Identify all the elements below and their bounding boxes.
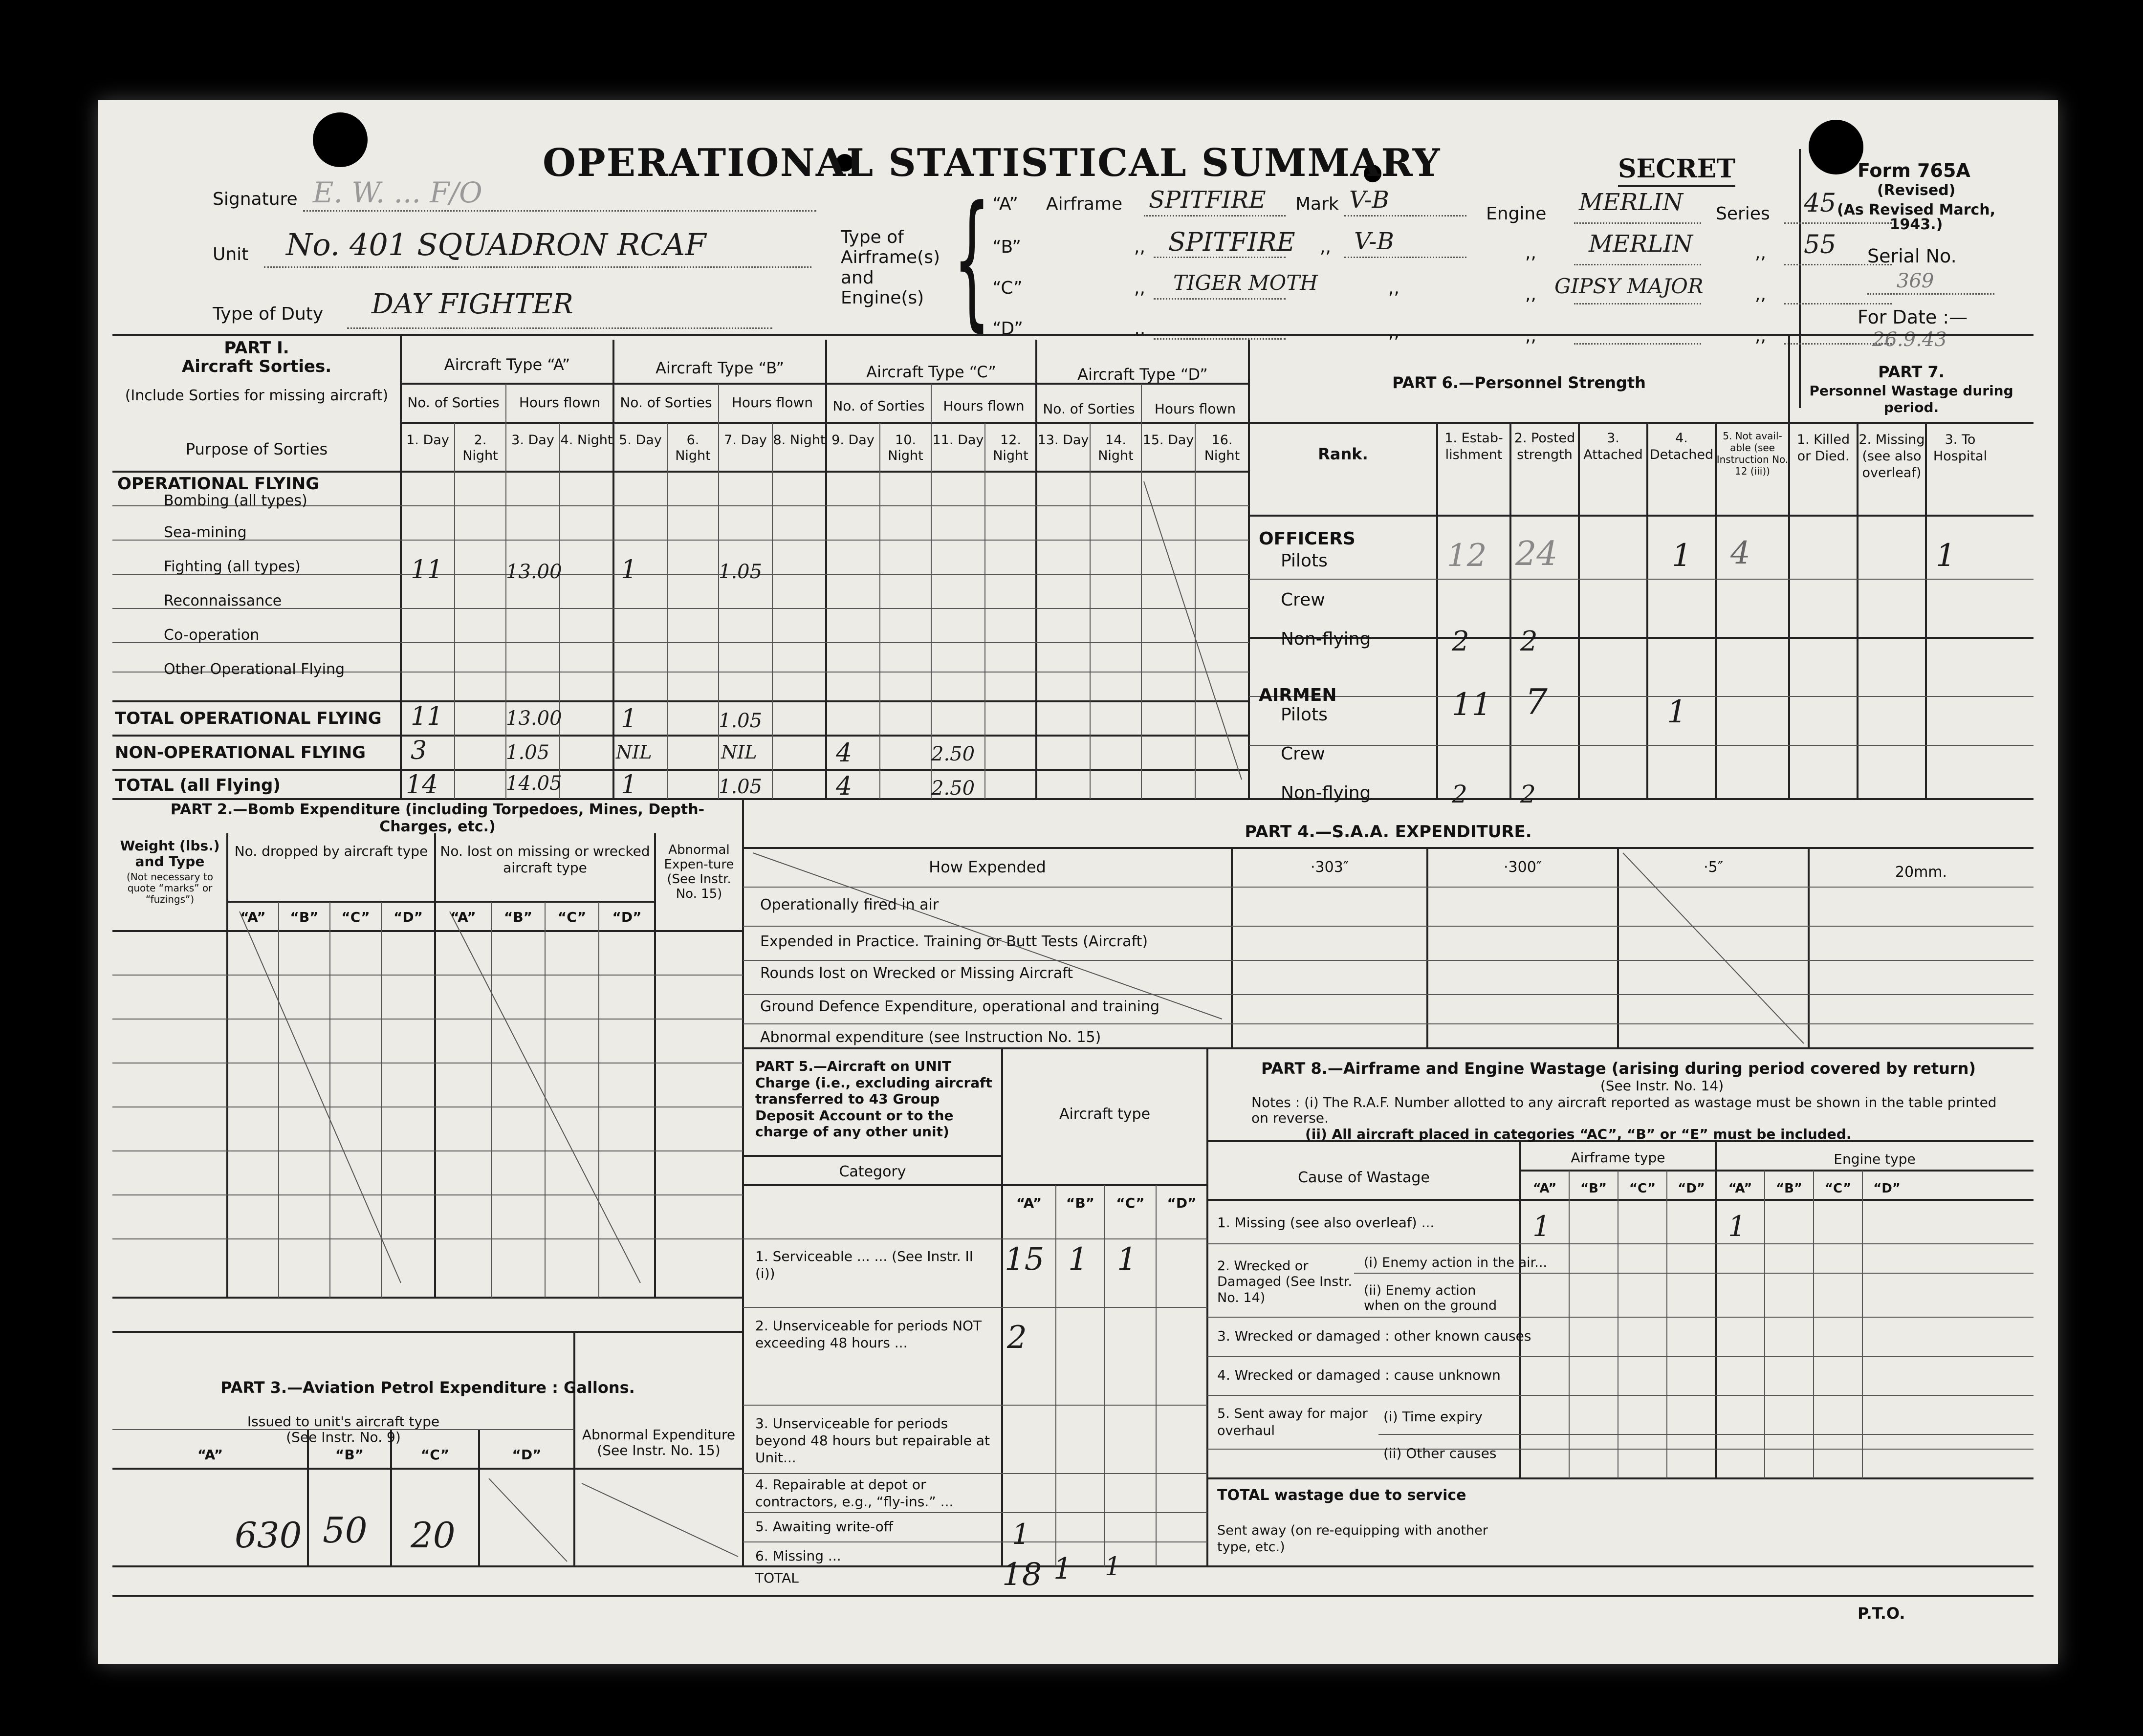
total-all-c-hours: 2.50 [931, 777, 975, 800]
col-establishment: 1. Estab-lishment [1444, 431, 1503, 462]
saa-operationally-fired: Operationally fired in air [760, 896, 939, 913]
col-missing: 2. Missing (see also overleaf) [1859, 432, 1925, 480]
officer-pilots-detached: 1 [1672, 538, 1692, 574]
officer-pilots-not-available: 4 [1730, 535, 1750, 571]
sorties-label: No. of Sorties [1043, 401, 1135, 417]
total-all-c-sorties: 4 [836, 772, 853, 801]
hours-label: Hours flown [519, 394, 601, 411]
rank-label: Rank. [1318, 445, 1368, 463]
sorties-label: No. of Sorties [832, 398, 925, 414]
duty-value: DAY FIGHTER [372, 288, 573, 320]
mark-label: Mark [1295, 194, 1339, 214]
officer-pilots-posted: 24 [1515, 535, 1558, 573]
col-posted: 2. Posted strength [1514, 431, 1575, 462]
airmen-non-flying-label: Non-flying [1281, 783, 1371, 803]
total-c: 1 [1105, 1552, 1121, 1582]
row-fighting: Fighting (all types) [164, 558, 301, 575]
part2-title: PART 2.—Bomb Expenditure (including Torpedoes, Mines, Depth-Charges, etc.) [170, 801, 705, 835]
airmen-label: AIRMEN [1259, 685, 1337, 705]
wastage-time-expiry: (i) Time expiry [1383, 1409, 1483, 1425]
officers-non-flying-label: Non-flying [1281, 629, 1371, 649]
form-revised: (Revised) [1877, 182, 1956, 199]
issued-label: Issued to unit's aircraft type [247, 1413, 440, 1430]
missing-a: 1 [1012, 1518, 1030, 1551]
part1-note: (Include Sorties for missing aircraft) [125, 387, 389, 404]
aircraft-type-b-header: Aircraft Type “B” [655, 359, 785, 377]
airmen-pilots-est: 11 [1452, 687, 1492, 723]
cat-unserviceable-short: 2. Unserviceable for periods NOT exceeding 48 hours ... [755, 1318, 982, 1351]
part1-column-headers: 1. Day 2. Night 3. Day 4. Night 5. Day 6. Night 7. Day 8. Night 9. Day 10. Night 11. Day 12. Night 13. Day 14. Night 15. Day 16. Night [406, 433, 1240, 464]
unit-label: Unit [213, 244, 249, 264]
fighting-b-sorties: 1 [621, 555, 637, 585]
missing-engine-a: 1 [1728, 1210, 1746, 1243]
col-300: ·300″ [1503, 859, 1542, 876]
form-765a-sheet: OPERATIONAL STATISTICAL SUMMARY SECRET Form 765A (Revised) (As Revised March, 1943.) Serial No. 369 For Date :— 26.9.43 Signature E. W. ... F/O Unit No. 401 SQUADRON RCAF Type of Duty DAY FIGHTER Type of Airframe(s) and Engine(s) { “A” Airframe SPITFIRE Mark V-B Engine MERLIN Series 45 “B” ,, SPITFIRE ,, V-B ,, MERLIN ,, 55 “C” ,, TIGER MOTH ,, ,, GIPSY MAJOR ,, “D” ,, ,, ,, ,, PART I. Aircraft Sorties. (Include Sorties for missing aircraft) Purpose of Sorties Aircraft Type “A” Aircraft Type “B” Aircraft Type “C” Aircraft Type “D” No. of Sorties Hours flown No. of Sorties Hours flown No. of Sorties Hours flown No. of Sorties Hours flown 1. Day 2. Night 3. Day 4. Night 5. Day 6. Night 7. Day 8. Night 9. Day 10. Night 11. Day 12. Night 13. Day 14. Night 15. Day 16. Night OPERATIONAL FLYING Bombing (all types) Sea-mining Fighting (all types) Reconnaissance Co-operation Other Operational Flying TOTAL OPERATIONAL FLYING NON-OPERATIONAL FLYING TOTAL (all Flying) 11 13.00 1 1.05 11 13.00 1 1.05 3 1.05 NIL NIL 4 2.50 14 14.05 1 1.05 4 2.50 PART 6.—Personnel Strength Rank. 1. Estab-lishment 2. Posted strength 3. Attached 4. Detached 5. Not avail-able (see Instruction No. 12 (iii)) OFFICERS Pilots Crew Non-flying AIRMEN Pilots Crew Non-flying 12 24 1 4 2 2 11 7 1 2 2 PART 7. Personnel Wastage during period. 1. Killed or Died. 2. Missing (see also overleaf) 3. To Hospital 1 PART 2.—Bomb Expenditure (including Torpedoes, Mines, Depth-Charges, etc.) Weight (lbs.) and Type (Not necessary to quote “marks” or “fuzings”) No. dropped by aircraft type No. lost on missing or wrecked aircraft type Abnormal Expen-ture (See Instr. No. 15) “A” “B” “C” “D” “A” “B” “C” “D” PART 4.—S.A.A. EXPENDITURE. How Expended ·303″ ·300″ ·5″ 20mm. Operationally fired in air Expended in Practice. Training or Butt Tests (Aircraft) Rounds lost on Wrecked or Missing Aircraft Ground Defence Expenditure, operational and training Abnormal expenditure (see Instruction No. 15) PART 3.—Aviation Petrol Expenditure : Gallons. Issued to unit's aircraft type (See Instr. No. 9) Abnormal Expenditure (See Instr. No. 15) “A” “B” “C” “D” 630 50 20 PART 5.—Aircraft on UNIT Charge (i.e., excluding aircraft transferred to 43 Group Deposit Account or to the charge of any other unit) Aircraft type Category “A” “B” “C” “D” 1. Serviceable ... ... (See Instr. II (i)) 2. Unserviceable for periods NOT exceeding 48 hours ... 3. Unserviceable for periods beyond 48 hours but repairable at Unit... 4. Repairable at depot or contractors, e.g., “fly-ins.” ... 5. Awaiting write-off 6. Missing ... TOTAL 15 1 1 2 1 18 1 1 PART 8.—Airframe and Engine Wastage (arising during period covered by return) (See Instr. No. 14) Notes : (i) The R.A.F. Number allotted to any aircraft reported as wastage must be shown in the table printed on reverse. (ii) All aircraft placed in categories “AC”, “B” or “E” must be included. Cause of Wastage Airframe type Engine type “A” “B” “C” “D” “A” “B” “C” “D” 1. Missing (see also overleaf) ... 1 1 2. Wrecked or Damaged (See Instr. No. 14) (i) Enemy action in the air... (ii) Enemy action when on the ground 3. Wrecked or damaged : other known causes 4. Wrecked or damaged : cause unknown 5. Sent away for major overhaul (i) Time expiry (ii) Other causes TOTAL wastage due to service Sent away (on re-equipping with another type, etc.) P.T.O. [98, 100, 2058, 1664]
engine-c: GIPSY MAJOR [1554, 274, 1704, 298]
officers-label: OFFICERS [1259, 529, 1356, 549]
airframe-label: Airframe [1046, 194, 1123, 214]
serviceable-a: 15 [1005, 1241, 1045, 1278]
abnormal-petrol-label: Abnormal Expenditure (See Instr. No. 15) [582, 1427, 736, 1459]
row-bombing: Bombing (all types) [164, 492, 307, 509]
duty-label: Type of Duty [213, 304, 324, 324]
total-op-b-sorties: 1 [621, 704, 637, 734]
total-b: 1 [1053, 1552, 1072, 1586]
col-not-available: 5. Not avail-able (see Instruction No. 12 (iii)) [1716, 430, 1789, 477]
cat-missing: 6. Missing ... [755, 1548, 841, 1564]
pto-label: P.T.O. [1858, 1604, 1905, 1623]
fighting-a-sorties: 11 [411, 555, 443, 585]
part7-subtitle: Personnel Wastage during period. [1809, 383, 2013, 415]
abnormal-bomb-label: Abnormal Expen-ture (See Instr. No. 15) [664, 843, 734, 901]
airframe-b: SPITFIRE [1168, 228, 1295, 257]
dropped-label: No. dropped by aircraft type [234, 843, 428, 859]
form-number: Form 765A [1858, 160, 1970, 181]
officer-nonflying-est: 2 [1452, 626, 1469, 657]
row-total-operational: TOTAL OPERATIONAL FLYING [115, 709, 382, 728]
row-other-operational: Other Operational Flying [164, 661, 345, 678]
weight-note: (Not necessary to quote “marks” or “fuzings”) [126, 871, 214, 905]
key-c: “C” [992, 278, 1023, 298]
row-co-operation: Co-operation [164, 627, 260, 644]
series-label: Series [1716, 204, 1770, 224]
series-b: 55 [1804, 230, 1837, 260]
serial-value: 369 [1897, 270, 1934, 292]
serviceable-c: 1 [1117, 1241, 1137, 1278]
part4-title: PART 4.—S.A.A. EXPENDITURE. [1245, 822, 1532, 842]
hours-label: Hours flown [1154, 401, 1236, 417]
missing-airframe-a: 1 [1532, 1210, 1551, 1243]
aircraft-type-d-header: Aircraft Type “D” [1077, 365, 1208, 384]
key-b: “B” [992, 237, 1021, 257]
petrol-a: 630 [235, 1515, 302, 1556]
col-detached: 4. Detached [1649, 431, 1714, 462]
airmen-nonflying-est: 2 [1452, 780, 1467, 808]
airframe-c: TIGER MOTH [1173, 271, 1318, 295]
row-total-all: TOTAL (all Flying) [115, 776, 281, 795]
total-op-b-hours: 1.05 [719, 710, 763, 732]
total-op-a-sorties: 11 [411, 702, 443, 731]
saa-lost-wrecked: Rounds lost on Wrecked or Missing Aircraft [760, 965, 1073, 982]
fighting-b-hours: 1.05 [719, 561, 763, 583]
total-all-a-sorties: 14 [406, 770, 438, 800]
part8-title-ref: (See Instr. No. 14) [1600, 1078, 1724, 1094]
part8-title: PART 8.—Airframe and Engine Wastage (arising during period covered by return) [1261, 1059, 1976, 1078]
key-a: “A” [992, 194, 1018, 214]
aircraft-type-c-header: Aircraft Type “C” [866, 363, 996, 381]
mark-b: V-B [1354, 228, 1394, 255]
engine-b: MERLIN [1589, 230, 1693, 258]
wastage-other-causes: (ii) Other causes [1383, 1445, 1497, 1461]
key-d: “D” [992, 319, 1023, 339]
for-date-value: 26.9.43 [1872, 328, 1947, 351]
part1-subtitle: Aircraft Sorties. [181, 357, 332, 376]
airframe-type-label: Airframe type [1571, 1150, 1665, 1166]
non-op-a-hours: 1.05 [506, 741, 550, 764]
cause-of-wastage-label: Cause of Wastage [1298, 1169, 1430, 1186]
signature-value: E. W. ... F/O [313, 176, 482, 209]
total-all-b-hours: 1.05 [719, 776, 763, 798]
part3-title: PART 3.—Aviation Petrol Expenditure : Gallons. [220, 1378, 635, 1397]
wastage-missing: 1. Missing (see also overleaf) ... [1217, 1215, 1435, 1231]
cat-repairable-depot: 4. Repairable at depot or contractors, e.g., “fly-ins.” ... [755, 1476, 954, 1510]
sorties-label: No. of Sorties [407, 394, 500, 411]
cat-awaiting-writeoff: 5. Awaiting write-off [755, 1519, 894, 1535]
petrol-c: 20 [411, 1515, 456, 1556]
engine-type-label: Engine type [1834, 1151, 1916, 1167]
how-expended-label: How Expended [929, 858, 1046, 876]
officer-pilots-est: 12 [1447, 538, 1487, 574]
non-op-a-sorties: 3 [411, 736, 427, 765]
col-303: ·303″ [1310, 859, 1349, 876]
officer-pilots-hospital: 1 [1936, 538, 1956, 574]
engine-a: MERLIN [1579, 189, 1684, 216]
part3-keys: “A” “B” “C” “D” [197, 1447, 542, 1463]
airmen-pilots-posted: 7 [1525, 681, 1548, 722]
weight-label: Weight (lbs.) and Type [120, 838, 220, 870]
serviceable-b: 1 [1068, 1241, 1088, 1278]
total-all-b-sorties: 1 [621, 770, 637, 800]
col-attached: 3. Attached [1583, 431, 1643, 462]
wastage-sent-away: 5. Sent away for major overhaul [1217, 1406, 1368, 1439]
saa-abnormal: Abnormal expenditure (see Instruction No. 15) [760, 1029, 1101, 1046]
total-all-a-hours: 14.05 [506, 772, 562, 795]
non-op-c-sorties: 4 [836, 738, 853, 768]
airmen-pilots-label: Pilots [1281, 705, 1328, 725]
sorties-label: No. of Sorties [620, 394, 712, 411]
part7-title: PART 7. [1878, 363, 1945, 381]
engine-label: Engine [1486, 204, 1547, 224]
unit-value: No. 401 SQUADRON RCAF [286, 227, 706, 262]
category-label: Category [839, 1163, 906, 1180]
operational-flying-heading: OPERATIONAL FLYING [117, 474, 320, 494]
airmen-nonflying-posted: 2 [1520, 780, 1536, 808]
part6-title: PART 6.—Personnel Strength [1392, 373, 1646, 392]
airframe-a: SPITFIRE [1149, 186, 1266, 214]
hours-label: Hours flown [731, 394, 813, 411]
cat-serviceable: 1. Serviceable ... ... (See Instr. II (i)) [755, 1248, 974, 1281]
part1-title: PART I. [224, 338, 289, 358]
col-20mm: 20mm. [1895, 864, 1947, 881]
officers-pilots-label: Pilots [1281, 551, 1328, 571]
row-reconnaissance: Reconnaissance [164, 592, 282, 609]
col-killed: 1. Killed or Died. [1796, 432, 1850, 464]
officers-crew-label: Crew [1281, 590, 1325, 610]
airframe-engine-type-label: Type of Airframe(s) and Engine(s) [841, 227, 940, 308]
wastage-re-equipping: Sent away (on re-equipping with another type, etc.) [1217, 1523, 1488, 1555]
cat-total: TOTAL [755, 1570, 799, 1586]
saa-ground-defence: Ground Defence Expenditure, operational and training [760, 998, 1160, 1015]
lost-label: No. lost on missing or wrecked aircraft type [440, 843, 650, 876]
row-sea-mining: Sea-mining [164, 524, 247, 541]
non-op-b-hours: NIL [721, 741, 757, 763]
unserviceable-short-a: 2 [1007, 1320, 1027, 1356]
part5-keys: “A” “B” “C” “D” [1016, 1195, 1197, 1211]
form-revised-date: (As Revised March, 1943.) [1837, 201, 1996, 233]
fighting-a-hours: 13.00 [506, 561, 562, 583]
part5-title: PART 5.—Aircraft on UNIT Charge (i.e., excluding aircraft transferred to 43 Group Deposit Account or to the charge of any other unit) [755, 1058, 992, 1140]
form-title: OPERATIONAL STATISTICAL SUMMARY [543, 141, 1441, 185]
officer-nonflying-posted: 2 [1520, 626, 1538, 657]
petrol-b: 50 [323, 1510, 368, 1551]
part8-note2: (ii) All aircraft placed in categories “AC”, “B” or “E” must be included. [1305, 1126, 1852, 1142]
part2-keys: “A” “B” “C” “D” “A” “B” “C” “D” [240, 909, 642, 925]
hours-label: Hours flown [943, 398, 1025, 414]
aircraft-type-a-header: Aircraft Type “A” [444, 355, 570, 374]
wastage-cause-unknown: 4. Wrecked or damaged : cause unknown [1217, 1367, 1501, 1383]
part8-note1: Notes : (i) The R.A.F. Number allotted to any aircraft reported as wastage must be shown in the table printed on reverse. [1251, 1094, 1997, 1127]
purpose-label: Purpose of Sorties [185, 440, 328, 458]
saa-practice: Expended in Practice. Training or Butt Tests (Aircraft) [760, 933, 1148, 950]
col-to-hospital: 3. To Hospital [1933, 432, 1988, 464]
signature-label: Signature [213, 189, 298, 209]
row-non-operational: NON-OPERATIONAL FLYING [115, 743, 366, 762]
aircraft-type-label: Aircraft type [1059, 1106, 1151, 1123]
wastage-other-known: 3. Wrecked or damaged : other known causes [1217, 1328, 1531, 1344]
serial-label: Serial No. [1867, 245, 1957, 267]
wastage-total: TOTAL wastage due to service [1217, 1487, 1466, 1504]
total-a: 18 [1002, 1557, 1042, 1593]
non-op-c-hours: 2.50 [931, 743, 975, 765]
non-op-b-sorties: NIL [616, 741, 652, 763]
wastage-wrecked-damaged: 2. Wrecked or Damaged (See Instr. No. 14) [1217, 1259, 1353, 1305]
cat-unserviceable-long: 3. Unserviceable for periods beyond 48 hours but repairable at Unit... [755, 1415, 990, 1466]
series-a: 45 [1804, 189, 1837, 218]
wastage-enemy-ground: (ii) Enemy action when on the ground [1364, 1283, 1497, 1314]
total-op-a-hours: 13.00 [506, 707, 562, 730]
wastage-enemy-air: (i) Enemy action in the air... [1364, 1255, 1547, 1270]
airmen-pilots-detached: 1 [1667, 694, 1687, 730]
issued-note: (See Instr. No. 9) [286, 1429, 401, 1445]
for-date-label: For Date :— [1858, 306, 1968, 328]
part8-keys: “A” “B” “C” “D” “A” “B” “C” “D” [1532, 1181, 1901, 1196]
secret-stamp: SECRET [1618, 156, 1735, 187]
col-5: ·5″ [1704, 859, 1723, 876]
airmen-crew-label: Crew [1281, 744, 1325, 764]
mark-a: V-B [1349, 186, 1389, 214]
